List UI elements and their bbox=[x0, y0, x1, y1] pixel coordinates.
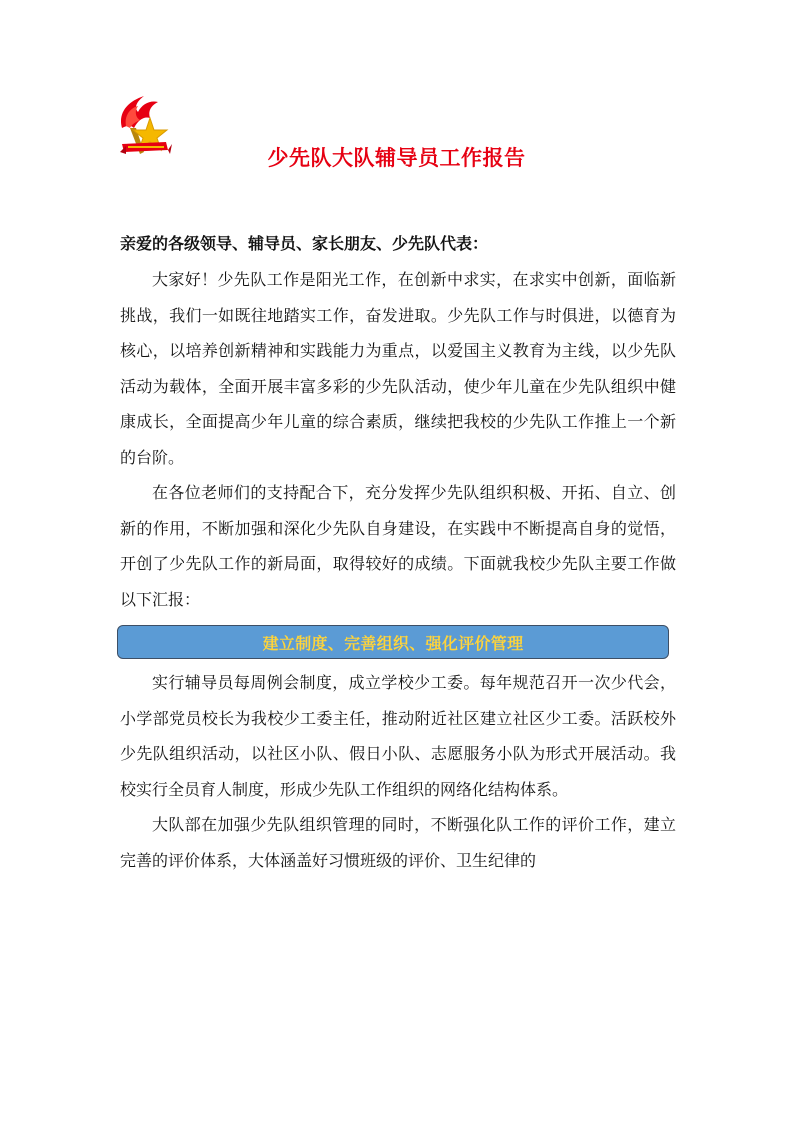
paragraph-summary: 在各位老师们的支持配合下，充分发挥少先队组织积极、开拓、自立、创新的作用，不断加强和深化少先队自身建设，在实践中不断提高自身的觉悟，开创了少先队工作的新局面，取得较好的成绩。下面就我校少先队主要工作做以下汇报： bbox=[120, 483, 676, 609]
section-heading-bar bbox=[117, 625, 669, 659]
paragraph-evaluation: 大队部在加强少先队组织管理的同时，不断强化队工作的评价工作，建立完善的评价体系，大体涵盖好习惯班级的评价、卫生纪律的 bbox=[120, 815, 676, 870]
paragraph-intro: 大家好！少先队工作是阳光工作，在创新中求实，在求实中创新，面临新挑战，我们一如既往地踏实工作，奋发进取。少先队工作与时俱进，以德育为核心，以培养创新精神和实践能力为重点，以爱国主义教育为主线，以少先队活动为载体，全面开展丰富多彩的少先队活动，使少年儿童在少先队组织中健康成长，全面提高少年儿童的综合素质，继续把我校的少先队工作推上一个新的台阶。 bbox=[120, 270, 676, 467]
paragraph-system: 实行辅导员每周例会制度，成立学校少工委。每年规范召开一次少代会，小学部党员校长为我校少工委主任，推动附近社区建立社区少工委。活跃校外少先队组织活动，以社区小队、假日小队、志愿服务小队为形式开展活动。我校实行全员育人制度，形成少先队工作组织的网络化结构体系。 bbox=[120, 673, 676, 799]
section-heading: 建立制度、完善组织、强化评价管理 bbox=[262, 633, 524, 653]
salutation: 亲爱的各级领导、辅导员、家长朋友、少先队代表： bbox=[120, 234, 489, 253]
document-body bbox=[120, 226, 676, 878]
document-title: 少先队大队辅导员工作报告 bbox=[267, 146, 526, 170]
